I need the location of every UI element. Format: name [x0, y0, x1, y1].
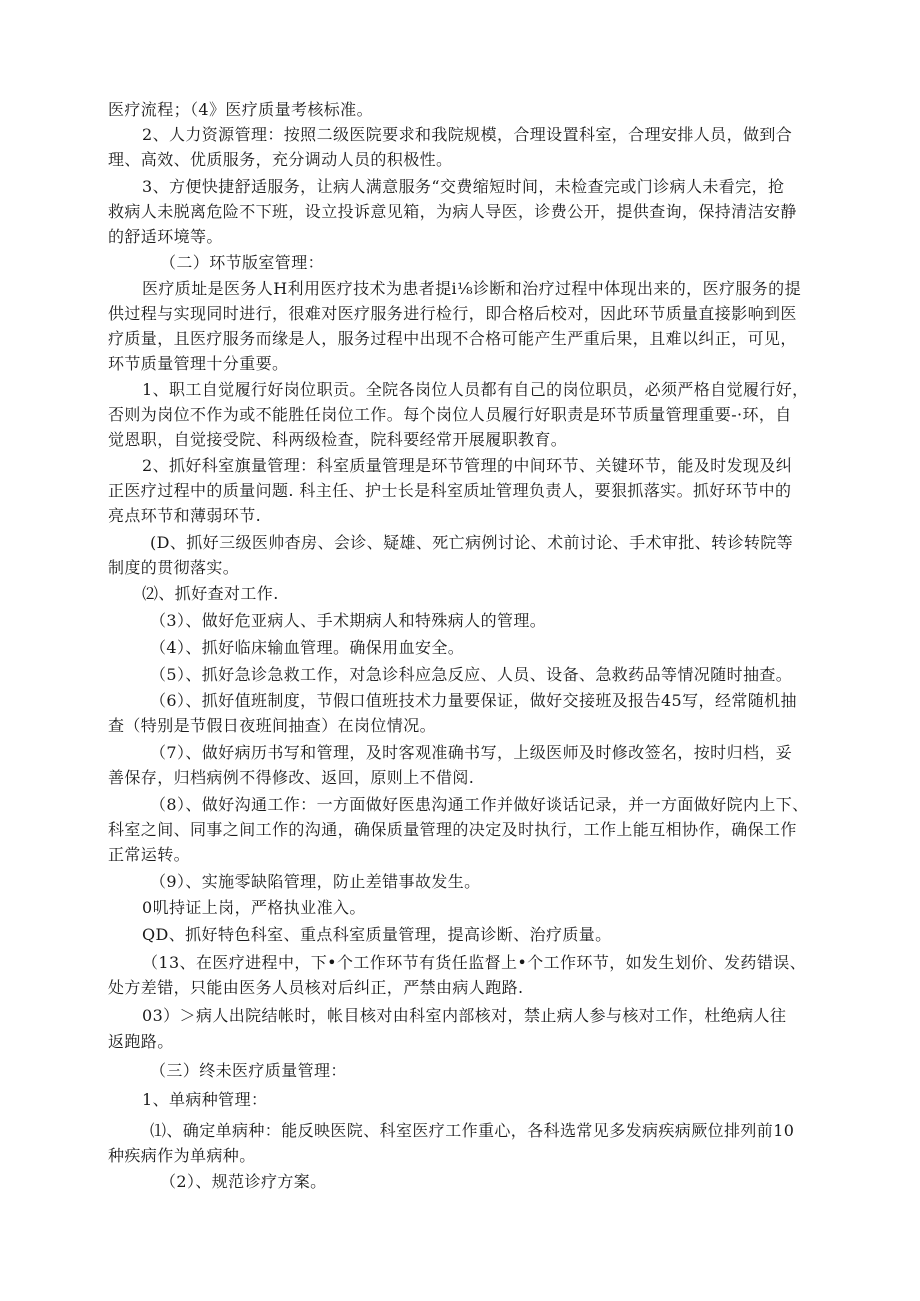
- text-line: 救病人未脱离危险不下班，设立投诉意见箱，为病人导医，诊费公开，提供查询，保持清洁安静: [108, 202, 797, 221]
- text-line: （2）、规范诊疗方案。: [160, 1172, 327, 1191]
- text-line: 2、抓好科室旗量管理：科室质量管理是环节管理的中间环节、关键环节，能及时发现及纠: [142, 456, 793, 475]
- text-line: 3、方便快捷舒适服务，让病人满意服务“交费缩短时间，未检查完或门诊病人未看完，抢: [142, 177, 785, 196]
- text-line: 环节质量管理十分重要。: [108, 354, 289, 373]
- text-line: 03）＞病人出院结帐时，帐目核对由科室内部核对，禁止病人参与核对工作，杜绝病人往: [142, 1006, 787, 1025]
- text-line: （5）、抓好急诊急救工作，对急诊科应急反应、人员、设备、急救药品等情况随时抽查。: [150, 665, 793, 684]
- text-line: （7）、做好病历书写和管理，及时客观准确书写，上级医师及时修改签名，按时归档，妥: [150, 743, 793, 762]
- text-line: ⑴、确定单病种：能反映医院、科室医疗工作重心，各科选常见多发病疾病厥位排列前10: [150, 1121, 795, 1140]
- text-line: 1、单病种管理：: [142, 1090, 268, 1109]
- text-line: （8）、做好沟通工作：一方面做好医患沟通工作并做好谈话记录，并一方面做好院内上下、: [150, 795, 809, 814]
- text-line: 种疾病作为单病种。: [108, 1146, 256, 1165]
- section-heading: （二）环节版室管理：: [160, 253, 325, 272]
- text-line: 理、高效、优质服务，充分调动人员的积极性。: [108, 150, 453, 169]
- text-line: 返跑路。: [108, 1032, 174, 1051]
- text-line: 制度的贯彻落实。: [108, 558, 240, 577]
- text-line: 医疗质址是医务人H利用医疗技术为患者提i⅛诊断和治疗过程中体现出来的，医疗服务的提: [142, 279, 801, 298]
- text-line: 0叽持证上岗，严格执业准入。: [142, 898, 366, 917]
- text-line: (D、抓好三级医帅杳房、会诊、疑雄、死亡病例讨论、术前讨论、手术审批、转诊转院等: [150, 533, 794, 552]
- text-line: 否则为岗位不作为或不能胜任岗位工作。每个岗位人员履行好职责是环节质量管理重要-·环，自: [108, 405, 792, 424]
- text-line: 医疗流程；（4》医疗质量考核标准。: [108, 100, 373, 119]
- text-line: （3）、做好危亚病人、手术期病人和特殊病人的管理。: [150, 611, 547, 630]
- text-line: 的舒适环境等。: [108, 227, 223, 246]
- text-line: 善保存，归档病例不得修改、返回，原则上不借阅.: [108, 768, 475, 787]
- text-line: ⑵、抓好查对工作.: [142, 584, 279, 603]
- text-line: 科室之间、同事之间工作的沟通，确保质量管理的决定及时执行，工作上能互相协作，确保工作: [108, 820, 797, 839]
- text-line: 亮点环节和薄弱环节.: [108, 506, 262, 525]
- section-heading: （三）终未医疗质量管理：: [150, 1061, 347, 1080]
- text-line: 1、职工自觉履行好岗位职贡。全院各岗位人员都有自己的岗位职员，必须严格自觉履行好，: [142, 380, 809, 399]
- text-line: QD、抓好特色科室、重点科室质量管理，提高诊断、治疗质量。: [142, 925, 612, 944]
- text-line: （9）、实施零缺陷管理，防止差错事故发生。: [150, 872, 481, 891]
- text-line: 疗质量，且医疗服务而缘是人，服务过程中出现不合格可能产生严重后果，且难以纠正，可见，: [108, 329, 797, 348]
- text-line: （4）、抓好临床输血管理。确保用血安全。: [150, 638, 465, 657]
- text-line: 处方差错，只能由医务人员核对后纠正，严禁由病人跑路.: [108, 978, 524, 997]
- text-line: （13、在医疗进程中，下•个工作环节有货任监督上•个工作环节，如发生划价、发药错误、: [142, 953, 807, 972]
- text-line: 正医疗过程中的质量问题. 科主任、护士长是科室质址管理负责人，要狠抓落实。抓好环节中的: [108, 481, 792, 500]
- text-line: 查（特别是节假日夜班间抽查）在岗位情况。: [108, 716, 437, 735]
- text-line: 供过程与实现同时进行，很难对医疗服务进行检行，即合格后校对，因此环节质量直接影响到医: [108, 304, 797, 323]
- text-line: 正常运转。: [108, 845, 191, 864]
- text-line: （6）、抓好值班制度，节假口值班技术力量要保证，做好交接班及报告45写，经常随机抽: [150, 691, 797, 710]
- text-line: 觉恩职，自觉接受院、科两级检查，院科要经常开展履职教育。: [108, 430, 568, 449]
- text-line: 2、人力资源管理：按照二级医院要求和我院规模，合理设置科室，合理安排人员，做到合: [142, 125, 793, 144]
